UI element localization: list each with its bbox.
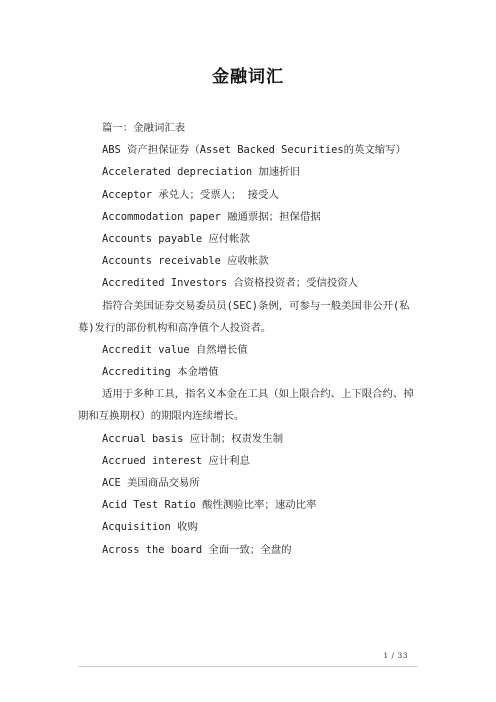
glossary-entry: Accredit value 自然增长值 (102, 343, 248, 356)
document-body (78, 117, 418, 561)
glossary-entry: Acceptor 承兑人；受票人； 接受人 (102, 188, 279, 201)
body-paragraph: 指符合美国证券交易委员员(SEC)条例，可参与一般美国非公开(私募)发行的部份机构和高净值个人投资者。 (78, 299, 410, 334)
glossary-entry: Accounts receivable 应收帐款 (102, 255, 269, 268)
glossary-entry: Accommodation paper 融通票据；担保借据 (102, 210, 321, 223)
glossary-entry: Accounts payable 应付帐款 (102, 232, 250, 245)
document-title: 金融词汇 (212, 67, 284, 87)
glossary-entry: Accrued interest 应计利息 (102, 454, 250, 467)
page-number: 1 / 33 (383, 651, 408, 660)
glossary-entry: Acquisition 收购 (102, 521, 198, 534)
body-paragraph: 适用于多种工具，指名义本金在工具（如上限合约、上下限合约、掉期和互换期权）的期限内连续增长。 (78, 388, 414, 423)
footer-divider (78, 666, 418, 667)
glossary-entry: ABS 资产担保证券（Asset Backed Securities的英文缩写） (102, 144, 406, 157)
glossary-entry: Across the board 全面一致；全盘的 (102, 543, 292, 556)
glossary-entry: Acid Test Ratio 酸性测验比率；速动比率 (102, 499, 317, 512)
glossary-entry: ACE 美国商品交易所 (102, 477, 200, 490)
glossary-entry: Accredited Investors 合资格投资者；受信投资人 (102, 277, 359, 290)
glossary-entry: Accrual basis 应计制；权责发生制 (102, 432, 284, 445)
glossary-entry: Accelerated depreciation 加速折旧 (102, 166, 300, 179)
glossary-entry: Accrediting 本金增值 (102, 366, 219, 379)
glossary-entry: 篇一：金融词汇表 (102, 122, 186, 134)
